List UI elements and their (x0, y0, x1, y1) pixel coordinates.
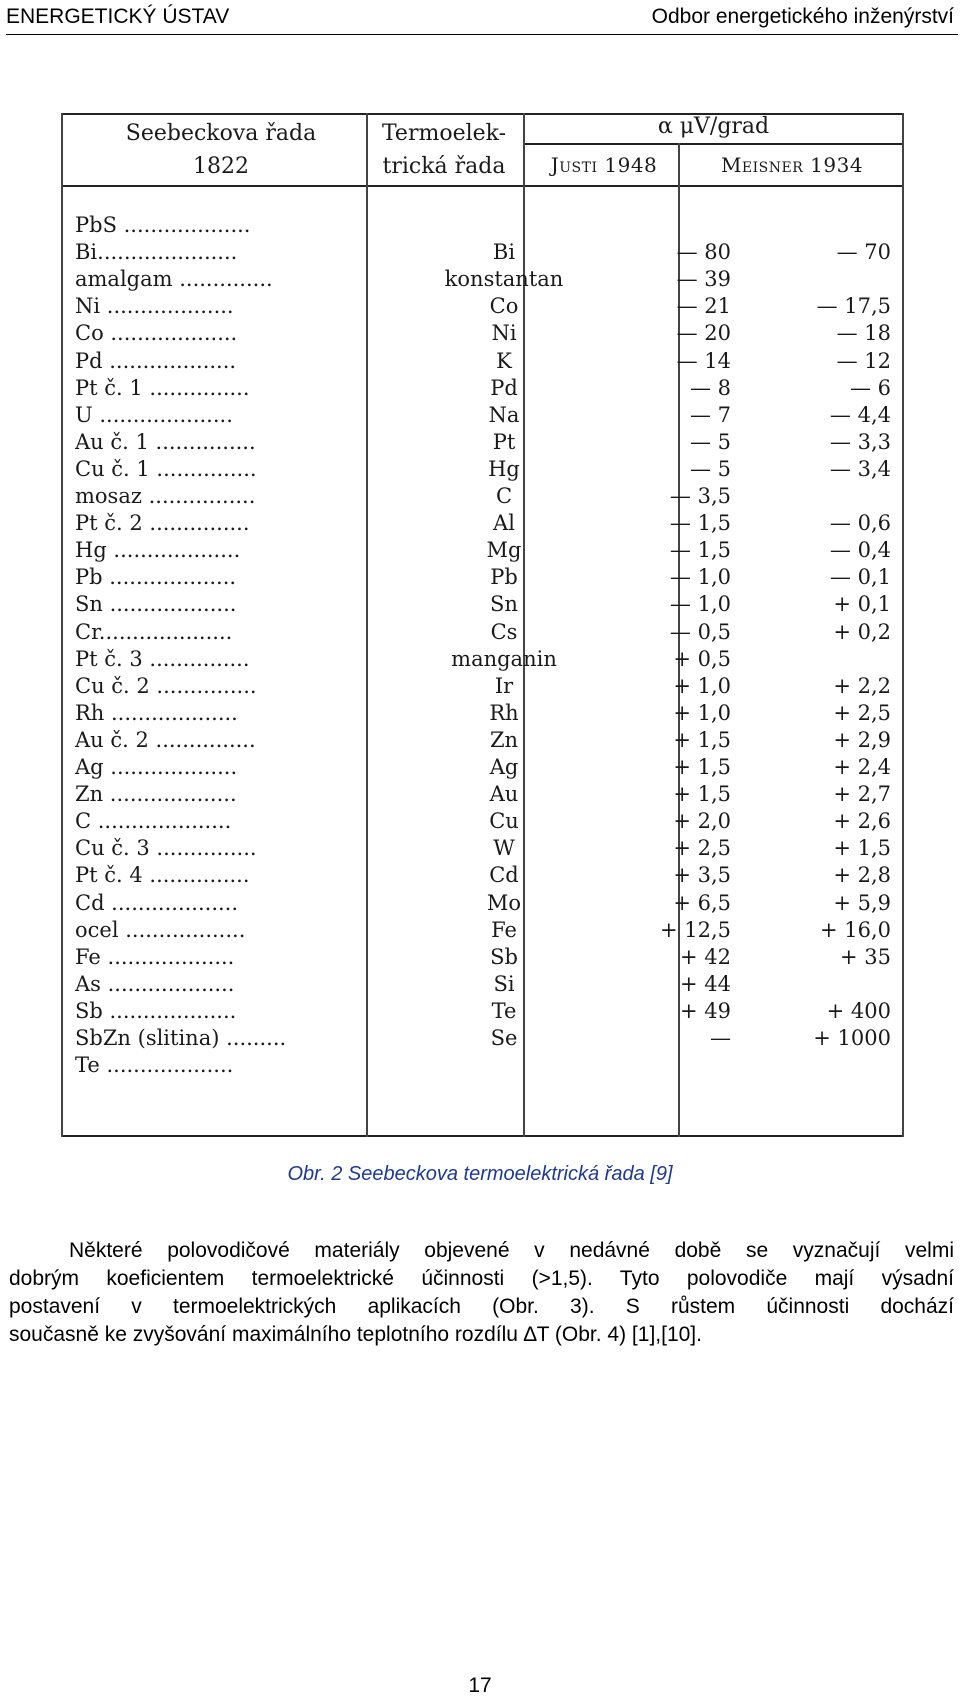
cell-termo: Pd (490, 375, 518, 400)
cell-meisner: — 70 (836, 240, 891, 265)
cell-termo: Na (488, 402, 520, 427)
cell-seebeck: Co ................... (75, 321, 238, 346)
cell-justi: — 8 (689, 375, 731, 400)
cell-termo: Co (489, 294, 519, 319)
cell-termo: Si (493, 971, 515, 996)
cell-justi: — 1,5 (669, 538, 731, 563)
cell-termo: manganin (451, 646, 557, 671)
figure-caption: Obr. 2 Seebeckova termoelektrická řada [9] (287, 1163, 673, 1185)
col-justi-header: Justi 1948 (550, 153, 658, 177)
table-row (61, 240, 904, 267)
cell-justi: + 2,0 (673, 809, 731, 834)
cell-justi: + 49 (680, 998, 731, 1023)
paragraph-line: dobrým koeficientem termoelektrické účinnosti (>1,5). Tyto polovodiče mají výsadní (9, 1267, 954, 1290)
cell-justi: + 1,0 (673, 700, 731, 725)
col-alpha-group-header: α μV/grad (657, 114, 770, 139)
cell-meisner: + 2,4 (833, 755, 891, 779)
cell-termo: Sb (490, 944, 518, 969)
cell-seebeck: Cu č. 2 ............... (75, 673, 257, 698)
cell-meisner: — 3,3 (829, 429, 891, 454)
table-row (61, 945, 904, 972)
cell-termo: Sn (490, 592, 518, 617)
col-termo-header-line1: Termoelek- (381, 121, 507, 146)
cell-termo: Zn (489, 727, 519, 752)
cell-meisner: — 12 (836, 348, 891, 373)
cell-meisner: + 16,0 (819, 917, 891, 942)
cell-meisner: + 0,2 (833, 619, 891, 644)
table-row (61, 538, 904, 565)
cell-termo: Rh (489, 700, 519, 725)
table-row (61, 674, 904, 701)
cell-meisner: — 0,4 (829, 538, 891, 563)
cell-seebeck: Pt č. 1 ............... (75, 375, 250, 400)
table-row (61, 376, 904, 403)
cell-seebeck: Pd ................... (75, 348, 237, 373)
table-row (61, 755, 904, 782)
table-row (61, 213, 904, 240)
cell-seebeck: Ni ................... (75, 294, 234, 319)
cell-meisner: — 17,5 (816, 294, 891, 319)
cell-meisner: + 2,2 (833, 673, 891, 698)
cell-justi: — 20 (676, 321, 731, 346)
cell-seebeck: Hg ................... (75, 538, 241, 563)
cell-seebeck: Sn ................... (75, 592, 237, 617)
cell-justi: — 39 (676, 267, 731, 292)
cell-seebeck: ocel .................. (75, 917, 246, 942)
cell-justi: + 44 (680, 971, 731, 996)
col-seebeck-header-line1: Seebeckova řada (125, 121, 317, 146)
cell-justi: — (710, 1026, 731, 1050)
cell-termo: Cd (489, 863, 519, 888)
table-row (61, 999, 904, 1026)
cell-justi: — 14 (676, 348, 731, 373)
cell-meisner: — 0,6 (829, 511, 891, 536)
cell-meisner: + 35 (840, 944, 891, 969)
col-termo-header (369, 117, 519, 183)
page-header (6, 0, 958, 35)
cell-meisner: + 400 (826, 998, 891, 1023)
cell-seebeck: Au č. 2 ............... (75, 727, 256, 752)
cell-seebeck: Pt č. 2 ............... (75, 511, 250, 536)
cell-meisner: + 1,5 (833, 836, 891, 861)
cell-seebeck: Pt č. 4 ............... (75, 863, 250, 888)
table-row (61, 565, 904, 592)
table-row (61, 294, 904, 321)
col-meisner-header: Meisner 1934 (720, 153, 864, 177)
table-row (61, 592, 904, 619)
cell-termo: konstantan (444, 267, 564, 292)
table-row (61, 701, 904, 728)
cell-justi: + 1,5 (673, 782, 731, 807)
header-department: Odbor energetického inženýrství (651, 5, 954, 28)
table-row (61, 403, 904, 430)
cell-justi: — 1,5 (669, 511, 731, 536)
cell-justi: — 21 (676, 294, 731, 319)
header-institute: ENERGETICKÝ ÚSTAV (6, 5, 230, 28)
cell-seebeck: Bi..................... (75, 240, 238, 265)
cell-meisner: + 2,5 (833, 700, 891, 725)
cell-meisner: + 2,6 (833, 809, 891, 834)
cell-meisner: + 2,8 (833, 863, 891, 888)
table-row (61, 728, 904, 755)
cell-termo: Ni (491, 321, 517, 346)
cell-seebeck: C .................... (75, 809, 232, 834)
cell-justi: — 3,5 (669, 484, 731, 508)
cell-justi: + 3,5 (673, 863, 731, 888)
cell-meisner: — 0,1 (829, 565, 891, 590)
cell-termo: Mg (486, 538, 522, 563)
cell-seebeck: U .................... (75, 402, 233, 427)
cell-seebeck: Fe ................... (75, 944, 235, 969)
table-row (61, 1053, 904, 1080)
cell-seebeck: Te ................... (75, 1053, 234, 1078)
cell-termo: Mo (486, 890, 522, 915)
cell-termo: Pb (490, 565, 518, 590)
seebeck-table-scan (61, 113, 904, 1138)
cell-termo: Bi (492, 240, 516, 265)
table-row (61, 430, 904, 457)
table-row (61, 782, 904, 809)
paragraph-line: postavení v termoelektrických aplikacích (Obr. 3). S růstem účinnosti dochází (9, 1295, 954, 1318)
cell-seebeck: Au č. 1 ............... (75, 429, 256, 454)
table-row (61, 457, 904, 484)
cell-seebeck: mosaz ................ (75, 484, 256, 508)
cell-seebeck: SbZn (slitina) ......... (75, 1026, 287, 1050)
col-seebeck-header (91, 117, 351, 183)
cell-termo: Al (493, 511, 515, 536)
cell-meisner: + 2,7 (833, 782, 891, 807)
cell-meisner: + 2,9 (833, 727, 891, 752)
cell-seebeck: Sb ................... (75, 998, 237, 1023)
cell-termo: Se (490, 1026, 518, 1050)
body-paragraph (9, 1237, 954, 1349)
table-row (61, 620, 904, 647)
cell-justi: + 42 (680, 944, 731, 969)
cell-seebeck: PbS ................... (75, 213, 251, 237)
cell-seebeck: As ................... (75, 971, 235, 996)
table-row (61, 809, 904, 836)
cell-justi: — 80 (676, 240, 731, 265)
cell-justi: — 0,5 (669, 619, 731, 644)
cell-termo: Fe (491, 917, 517, 942)
cell-justi: + 1,5 (673, 727, 731, 752)
cell-seebeck: Cu č. 1 ............... (75, 456, 257, 481)
cell-justi: — 5 (689, 456, 731, 481)
cell-termo: Hg (488, 456, 520, 481)
table-row (61, 647, 904, 674)
table-row (61, 863, 904, 890)
cell-meisner: — 18 (836, 321, 891, 346)
cell-termo: Pt (492, 429, 516, 454)
cell-justi: — 7 (689, 402, 731, 427)
cell-justi: — 5 (689, 429, 731, 454)
cell-justi: — 1,0 (669, 592, 731, 617)
cell-meisner: + 5,9 (833, 890, 891, 915)
cell-seebeck: Pt č. 3 ............... (75, 646, 250, 671)
col-seebeck-header-line2: 1822 (193, 154, 249, 179)
table-row (61, 321, 904, 348)
cell-justi: + 0,5 (673, 646, 731, 671)
cell-termo: K (496, 348, 512, 373)
cell-justi: + 1,5 (673, 755, 731, 779)
cell-termo: Te (491, 998, 517, 1023)
cell-justi: + 12,5 (659, 917, 731, 942)
table-row (61, 972, 904, 999)
page-number: 17 (468, 1674, 492, 1697)
cell-termo: Ir (494, 673, 514, 698)
cell-seebeck: Cr.................... (75, 619, 233, 644)
paragraph-line: Některé polovodičové materiály objevené v nedávné době se vyznačují velmi (69, 1239, 954, 1262)
table-row (61, 836, 904, 863)
cell-seebeck: Cd ................... (75, 890, 239, 915)
cell-termo: Au (489, 782, 519, 807)
cell-termo: W (493, 836, 515, 861)
table-row (61, 891, 904, 918)
cell-seebeck: Cu č. 3 ............... (75, 836, 257, 861)
col-termo-header-line2: trická řada (382, 154, 506, 179)
paragraph-line: současně ke zvyšování maximálního teplotního rozdílu ∆T (Obr. 4) [1],[10]. (9, 1323, 702, 1346)
cell-termo: Cs (490, 619, 518, 644)
cell-justi: + 2,5 (673, 836, 731, 861)
cell-justi: + 1,0 (673, 673, 731, 698)
table-row (61, 484, 904, 511)
table-row (61, 349, 904, 376)
cell-seebeck: Zn ................... (75, 782, 237, 807)
cell-seebeck: Ag ................... (75, 755, 238, 779)
cell-seebeck: Pb ................... (75, 565, 237, 590)
cell-meisner: — 4,4 (829, 402, 891, 427)
cell-meisner: + 0,1 (833, 592, 891, 617)
cell-termo: Cu (489, 809, 519, 834)
cell-seebeck: Rh ................... (75, 700, 238, 725)
table-row (61, 267, 904, 294)
cell-meisner: + 1000 (813, 1026, 891, 1050)
cell-termo: C (495, 484, 513, 508)
table-row (61, 918, 904, 945)
cell-meisner: — 3,4 (829, 456, 891, 481)
cell-seebeck: amalgam .............. (75, 267, 273, 292)
cell-meisner: — 6 (849, 375, 891, 400)
cell-justi: + 6,5 (673, 890, 731, 915)
table-row (61, 1026, 904, 1053)
cell-justi: — 1,0 (669, 565, 731, 590)
table-row (61, 511, 904, 538)
cell-termo: Ag (489, 755, 519, 779)
